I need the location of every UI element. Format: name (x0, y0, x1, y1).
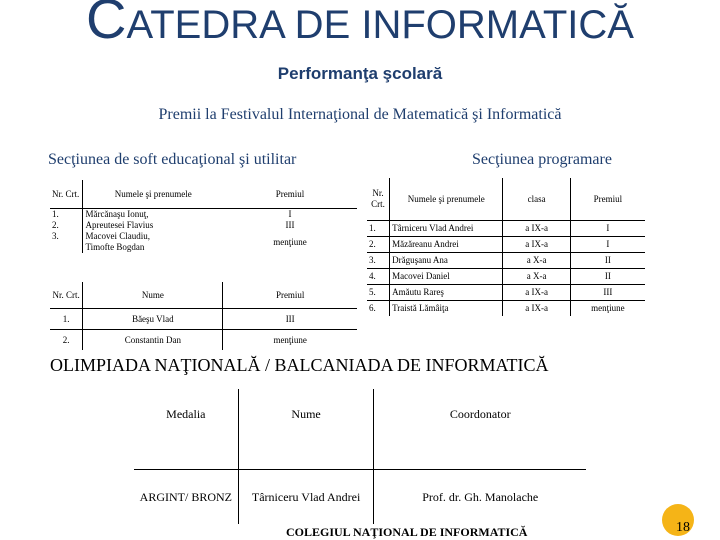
soft-prizes-table (50, 180, 357, 253)
table-row (367, 237, 645, 253)
table-row (134, 470, 586, 525)
cell: Băeşu Vlad (83, 309, 223, 330)
cell: 1. (367, 221, 390, 237)
table-row (50, 309, 357, 330)
cell: 3. (367, 253, 390, 269)
cell: menţiune (273, 334, 307, 345)
cell: 2. (50, 330, 83, 351)
cell: a X-a (503, 269, 570, 285)
column-header: clasa (503, 178, 570, 221)
cell: III (570, 285, 645, 301)
cell: II (570, 253, 645, 269)
prize: III (285, 220, 295, 230)
cell: Macovei Daniel (390, 269, 503, 285)
student-name: Mărcănaşu Ionuţ, (85, 209, 149, 219)
section-soft-heading: Secţiunea de soft educaţional şi utilitar (48, 151, 297, 168)
section-programming-heading: Secţiunea programare (472, 151, 612, 168)
page-subtitle: Performanţa şcolară (277, 64, 443, 83)
table-row (367, 301, 645, 317)
cell: 4. (367, 269, 390, 285)
column-header: Nume (83, 282, 223, 309)
cell: 6. (367, 301, 390, 317)
table-row (367, 285, 645, 301)
festival-heading: Premii la Festivalul Internaţional de Matematică şi Informatică (158, 106, 562, 123)
column-header: Nr. Crt. (367, 178, 390, 221)
cell: a IX-a (503, 301, 570, 317)
page-title: CATEDRA DE INFORMATICĂ (86, 0, 634, 50)
page-number: 18 (676, 520, 690, 535)
soft-prizes-table-2 (50, 282, 357, 350)
cell: Constantin Dan (83, 330, 223, 351)
cell: Traistă Lămâiţa (390, 301, 503, 317)
prize: I (288, 209, 292, 219)
cell: Târniceru Vlad Andrei (238, 470, 374, 525)
cell: menţiune (591, 303, 625, 313)
cell: I (570, 221, 645, 237)
student-name: Apreutesei Flavius (85, 220, 154, 230)
table-row (367, 269, 645, 285)
student-name: Timofte Bogdan (85, 242, 145, 252)
table-row (50, 330, 357, 351)
prize: menţiune (273, 237, 307, 247)
cell: 5. (367, 285, 390, 301)
olimpiada-heading: OLIMPIADA NAŢIONALĂ / BALCANIADA DE INFORMATICĂ (50, 355, 549, 375)
student-name: Macovei Claudiu, (85, 231, 150, 241)
cell: a X-a (503, 253, 570, 269)
column-header: Coordonator (374, 389, 586, 470)
column-header: Medalia (134, 389, 238, 470)
column-header: Numele şi prenumele (390, 178, 503, 221)
row-number: 2. (52, 220, 59, 230)
footer-school-name: COLEGIUL NAŢIONAL DE INFORMATICĂ (286, 525, 528, 539)
cell: Măzăreanu Andrei (390, 237, 503, 253)
olimpiada-table (134, 389, 586, 524)
column-header: Nume (238, 389, 374, 470)
cell: Amăutu Rareş (390, 285, 503, 301)
row-number: 3. (52, 231, 59, 241)
cell: I (570, 237, 645, 253)
column-header: Premiul (223, 180, 357, 209)
column-header: Numele şi prenumele (83, 180, 223, 209)
cell: Prof. dr. Gh. Manolache (422, 489, 539, 504)
programming-prizes-table (367, 178, 645, 316)
column-header: Premiul (570, 178, 645, 221)
cell: a IX-a (503, 285, 570, 301)
column-header: Premiul (223, 282, 357, 309)
cell: Drăguşanu Ana (390, 253, 503, 269)
cell: 2. (367, 237, 390, 253)
cell: a IX-a (503, 221, 570, 237)
cell: 1. (50, 309, 83, 330)
row-number: 1. (52, 209, 59, 219)
column-header: Nr. Crt. (50, 282, 83, 309)
row-numbers (50, 209, 83, 254)
cell: Târniceru Vlad Andrei (390, 221, 503, 237)
table-row (367, 253, 645, 269)
cell: II (570, 269, 645, 285)
table-row (367, 221, 645, 237)
cell: ARGINT/ BRONZ (134, 470, 238, 525)
cell: III (223, 309, 357, 330)
cell: a IX-a (503, 237, 570, 253)
names-cell (83, 209, 223, 254)
column-header: Nr. Crt. (50, 180, 83, 209)
prizes-cell (223, 209, 357, 254)
